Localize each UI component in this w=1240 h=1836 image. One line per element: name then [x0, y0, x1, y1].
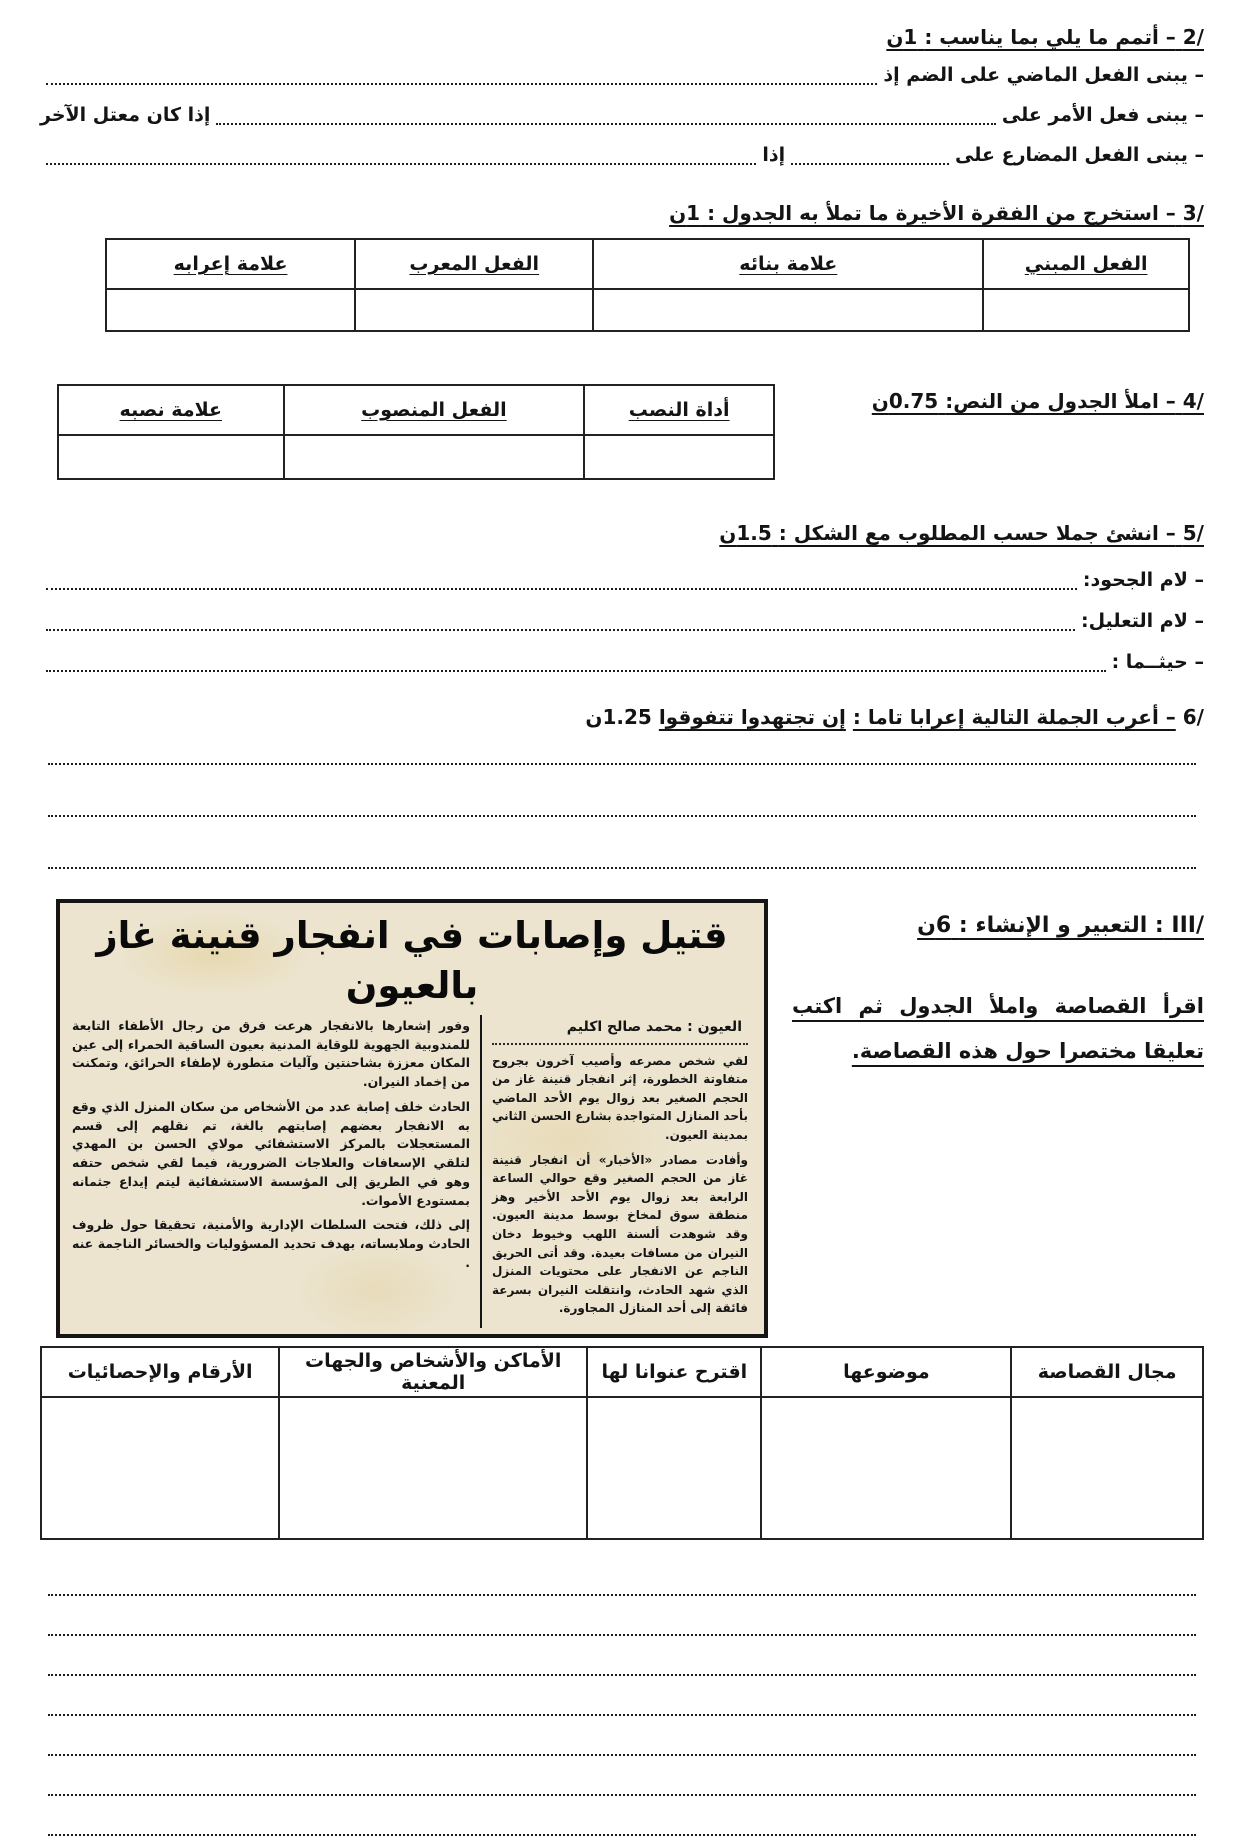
newspaper-paragraph: الحادث خلف إصابة عدد من الأشخاص من سكان المنزل الذي وقع به الانفجار بعضهم إصابتهم بالغة، تم نقلهم إلى قسم المستعجلات بالمركز الاستشفائي مولاي الحسن بن المهدي لتلقي الإسعافات والعلاجات الضرورية، فيما لقي شخص حتفه وهو في الطريق إلى المؤسسة الاستشفائية ليتم إيداع جثمانه بمستودع الأموات. — [72, 1098, 470, 1208]
q2-item1-text: – يبنى الفعل الماضي على الضم إذ — [883, 64, 1204, 86]
answer-line — [48, 1674, 1196, 1676]
q3-header-built-verb: الفعل المبني — [983, 239, 1189, 289]
q5-item-lam-juhud — [40, 556, 1204, 597]
answer-line — [48, 867, 1196, 869]
q3-number: 3/ — [1182, 201, 1204, 225]
newspaper-byline: العيون : محمد صالح اكليم — [566, 1018, 742, 1035]
answer-dots — [216, 123, 995, 125]
section3-block — [792, 899, 1204, 1074]
summary-empty-cell — [279, 1397, 587, 1539]
answer-dots — [791, 163, 949, 165]
summary-table-header-row — [41, 1347, 1203, 1397]
q3-table — [105, 238, 1190, 332]
q5-points: 1.5ن — [719, 521, 772, 545]
q5-heading — [40, 518, 1204, 548]
q5-number: 5/ — [1182, 521, 1204, 545]
q3-header-declined-verb: الفعل المعرب — [355, 239, 593, 289]
q4-empty-cell — [58, 435, 284, 479]
q3-header-declension-sign: علامة إعرابه — [106, 239, 355, 289]
q3-empty-cell — [983, 289, 1189, 331]
newspaper-column-right — [480, 1015, 754, 1328]
answer-line — [48, 1794, 1196, 1796]
section3-points: 6ن — [917, 913, 952, 938]
q4-empty-cell — [584, 435, 774, 479]
answer-line — [48, 1754, 1196, 1756]
answer-line — [48, 815, 1196, 817]
q2-item2-suffix: إذا كان معتل الآخر — [40, 104, 211, 126]
summary-header-topic: موضوعها — [761, 1347, 1011, 1397]
summary-table-empty-row — [41, 1397, 1203, 1539]
q4-empty-cell — [284, 435, 585, 479]
q2-item-imperative-verb — [40, 92, 1204, 132]
answer-line — [48, 1714, 1196, 1716]
q5-item3-label: – حيثــما : — [1111, 651, 1204, 673]
q3-empty-cell — [593, 289, 983, 331]
q4-header-nasb-sign: علامة نصبه — [58, 385, 284, 435]
newspaper-clipping — [56, 899, 768, 1338]
q5-title: – انشئ جملا حسب المطلوب مع الشكل : — [778, 521, 1176, 545]
answer-line — [48, 1634, 1196, 1636]
q4-number: 4/ — [1182, 389, 1204, 413]
section3-number: III/ — [1171, 913, 1204, 938]
summary-empty-cell — [587, 1397, 761, 1539]
clipping-summary-table — [40, 1346, 1204, 1540]
q2-item2-text: – يبنى فعل الأمر على — [1001, 104, 1204, 126]
q6-title: – أعرب الجملة التالية إعرابا تاما : — [852, 705, 1176, 729]
newspaper-paragraph: وفور إشعارها بالانفجار هرعت فرق من رجال الأطفاء التابعة للمندوبية الجهوية للوقاية المدنية بعيون الساقية الحمراء إلى عين المكان معززة بشاحنتين وآليات متطورة لإطفاء الحرائق، وتمكنت من إخماد النيران. — [72, 1017, 470, 1090]
q5-items — [40, 556, 1204, 679]
answer-line — [48, 763, 1196, 765]
q3-table-empty-row — [106, 289, 1189, 331]
q4-header-mansub-verb: الفعل المنصوب — [284, 385, 585, 435]
q2-item3-text: – يبنى الفعل المضارع على — [955, 144, 1204, 166]
summary-header-suggested-title: اقترح عنوانا لها — [587, 1347, 761, 1397]
q4-table — [57, 384, 775, 480]
q6-number: 6/ — [1182, 705, 1204, 729]
q3-title: – استخرج من الفقرة الأخيرة ما تملأ به الجدول : — [707, 201, 1176, 225]
q4-title: – املأ الجدول من النص: — [945, 389, 1176, 413]
q4-table-empty-row — [58, 435, 774, 479]
newspaper-paragraph: إلى ذلك، فتحت السلطات الإدارية والأمنية، تحقيقا حول ظروف الحادث وملابساته، بهدف تحديد المسؤوليات والخسائر الناجمة عنه . — [72, 1217, 470, 1270]
q6-heading — [40, 701, 1204, 733]
newspaper-headline: قتيل وإصابات في انفجار قنينة غاز بالعيون — [96, 914, 728, 1007]
section3-heading — [792, 913, 1204, 938]
q5-item-haythuma — [40, 638, 1204, 679]
q2-item-past-verb — [40, 52, 1204, 92]
newspaper-paragraph: لقي شخص مصرعه وأصيب آخرون بجروح متفاوتة الخطورة، إثر انفجار قنينة غاز من الحجم الصغير بعد زوال يوم الأحد الماضي بأحد المنازل المتواجدة بشارع الحسن الثاني بمدينة العيون. — [491, 1053, 748, 1142]
summary-empty-cell — [1011, 1397, 1203, 1539]
q2-heading — [40, 22, 1204, 52]
q2-item3-mid: إذا — [762, 144, 786, 166]
q6-points: 1.25ن — [585, 705, 652, 729]
newspaper-columns — [70, 1015, 754, 1328]
answer-dots — [46, 588, 1077, 590]
answer-dots — [46, 163, 756, 165]
q4-table-header-row — [58, 385, 774, 435]
answer-dots — [46, 83, 877, 85]
section3-instruction: اقرأ القصاصة واملأ الجدول ثم اكتب تعليقا مختصرا حول هذه القصاصة. — [792, 994, 1204, 1064]
q3-table-header-row — [106, 239, 1189, 289]
q2-number: 2/ — [1182, 25, 1204, 49]
q3-header-build-sign: علامة بنائه — [593, 239, 983, 289]
q2-item-present-verb — [40, 132, 1204, 172]
summary-empty-cell — [761, 1397, 1011, 1539]
answer-dots — [46, 670, 1106, 672]
q3-empty-cell — [106, 289, 355, 331]
newspaper-paragraph: وأفادت مصادر «الأخبار» أن انفجار قنينة غاز من الحجم الصغير وقع حوالي الساعة الرابعة بعد زوال يوم الأحد الأخير وهز منطقة سوق لمخاخ بوسط مدينة العيون. وقد شوهدت ألسنة اللهب وخيوط دخان النيران من مسافات بعيدة. وقد أتى الحريق الناجم عن الانفجار على محتويات المنزل الذي شهد الحادث، وانتقلت النيران بسرعة فائقة إلى أحد المنازل المجاورة. — [492, 1152, 748, 1316]
q5-item1-label: – لام الجحود: — [1082, 569, 1204, 591]
summary-header-places-people: الأماكن والأشخاص والجهات المعنية — [279, 1347, 587, 1397]
summary-header-field: مجال القصاصة — [1011, 1347, 1203, 1397]
section3-title: : التعبير و الإنشاء : — [958, 913, 1164, 938]
q5-item-lam-talil — [40, 597, 1204, 638]
q4-header-nasb-particle: أداة النصب — [584, 385, 774, 435]
answer-dots — [46, 629, 1075, 631]
section3-row — [40, 899, 1204, 1338]
essay-answer-area — [40, 1594, 1204, 1836]
q3-empty-cell — [355, 289, 593, 331]
q3-heading — [40, 198, 1204, 228]
answer-line — [48, 1594, 1196, 1596]
q6-sentence: إن تجتهدوا تتفوقوا — [658, 705, 846, 729]
newspaper-column-left — [70, 1015, 480, 1328]
q2-title: – أتمم ما يلي بما يناسب : — [924, 25, 1176, 49]
q2-points: 1ن — [886, 25, 918, 49]
q3-points: 1ن — [669, 201, 701, 225]
q4-heading — [779, 384, 1204, 416]
q4-points: 0.75ن — [871, 389, 939, 413]
byline-divider — [492, 1043, 748, 1045]
summary-empty-cell — [41, 1397, 279, 1539]
q4-section — [40, 384, 1204, 480]
summary-header-numbers-stats: الأرقام والإحصائيات — [41, 1347, 279, 1397]
q5-item2-label: – لام التعليل: — [1081, 610, 1204, 632]
